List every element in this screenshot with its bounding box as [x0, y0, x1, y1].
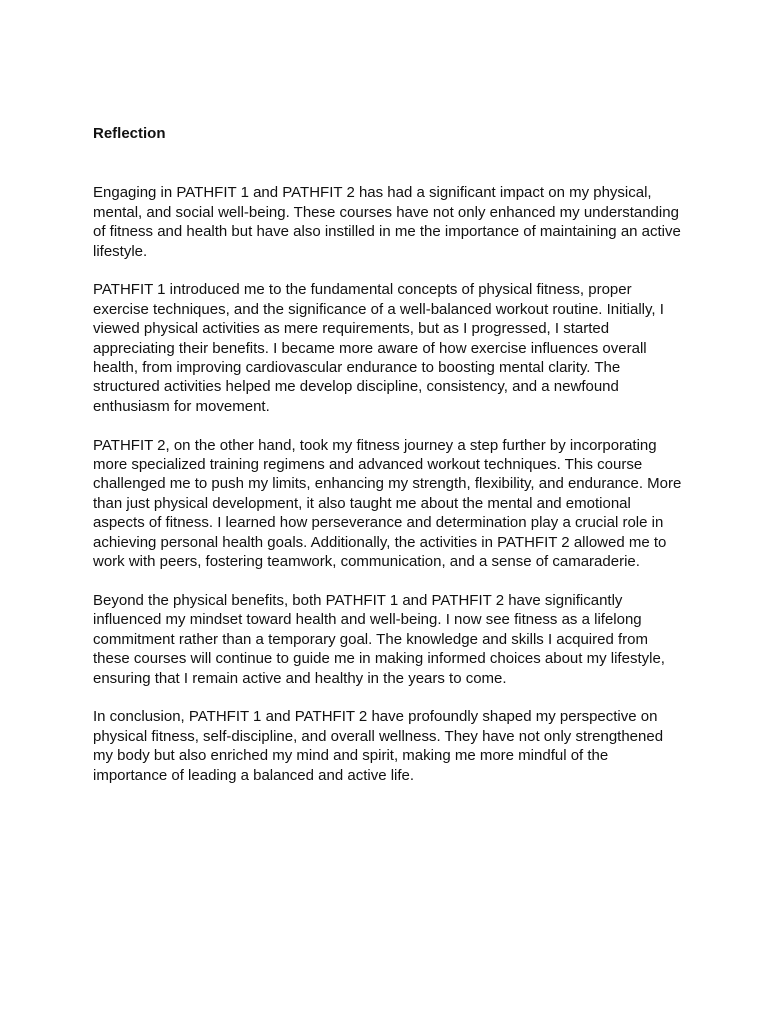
document-title: Reflection	[93, 125, 166, 142]
paragraph-pathfit-1: PATHFIT 1 introduced me to the fundamental concepts of physical fitness, proper exercise techniques, and the significance of a well-balanced workout routine. Initially, I viewed physical activities as mere requirements, but as I progressed, I started appreciating their benefits. I became more aware of how exercise influences overall health, from improving cardiovascular endurance to boosting mental clarity. The structured activities helped me develop discipline, consistency, and a newfound enthusiasm for movement.	[93, 281, 664, 415]
paragraph-conclusion: In conclusion, PATHFIT 1 and PATHFIT 2 have profoundly shaped my perspective on physical fitness, self-discipline, and overall wellness. They have not only strengthened my body but also enriched my mind and spirit, making me more mindful of the importance of leading a balanced and active life.	[93, 708, 664, 784]
document-body	[93, 124, 683, 804]
paragraph-intro: Engaging in PATHFIT 1 and PATHFIT 2 has had a significant impact on my physical, mental, and social well-being. These courses have not only enhanced my understanding of fitness and health but have also instilled in me the importance of maintaining an active lifestyle.	[93, 184, 681, 260]
paragraph-beyond-benefits: Beyond the physical benefits, both PATHFIT 1 and PATHFIT 2 have significantly influenced my mindset toward health and well-being. I now see fitness as a lifelong commitment rather than a temporary goal. The knowledge and skills I acquired from these courses will continue to guide me in making informed choices about my lifestyle, ensuring that I remain active and healthy in the years to come.	[93, 591, 665, 687]
paragraph-pathfit-2: PATHFIT 2, on the other hand, took my fitness journey a step further by incorporating more specialized training regimens and advanced workout techniques. This course challenged me to push my limits, enhancing my strength, flexibility, and endurance. More than just physical development, it also taught me about the mental and emotional aspects of fitness. I learned how perseverance and determination play a crucial role in achieving personal health goals. Additionally, the activities in PATHFIT 2 allowed me to work with peers, fostering teamwork, communication, and a sense of camaraderie.	[93, 436, 682, 571]
